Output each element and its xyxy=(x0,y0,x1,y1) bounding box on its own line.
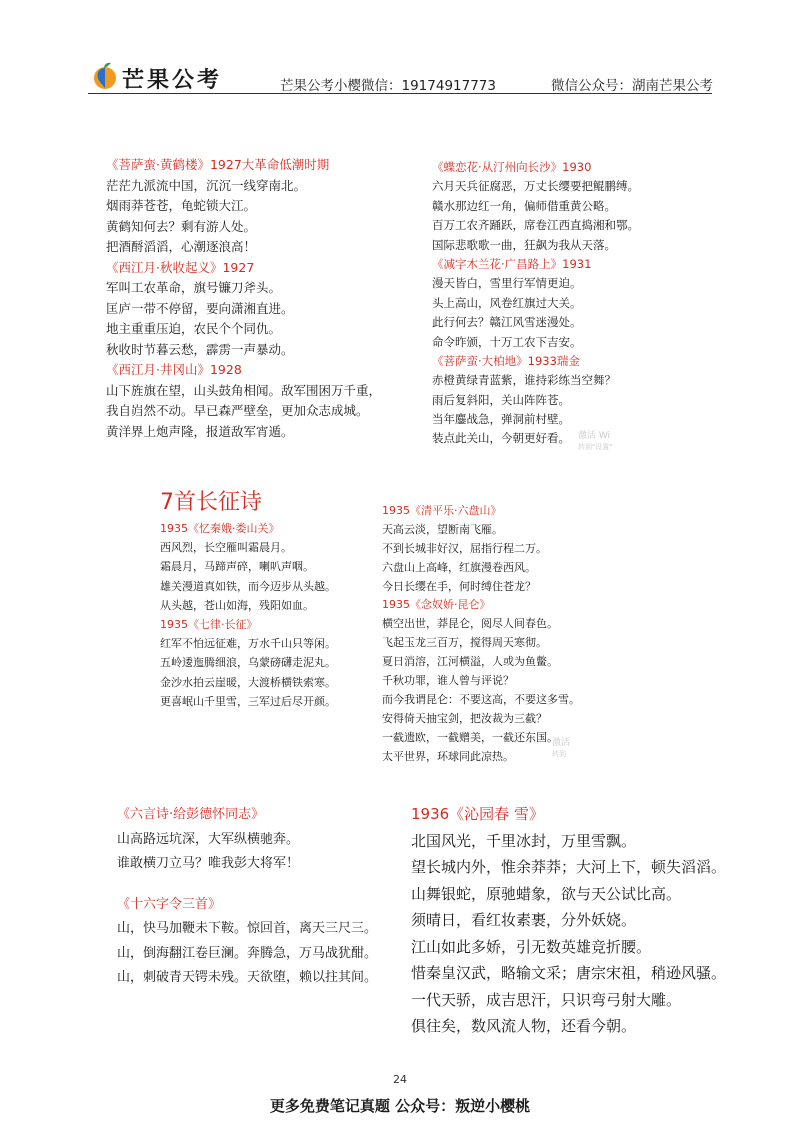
poem-line: 匡庐一带不停留，要向潇湘直进。 xyxy=(106,300,294,316)
poem-title: 1935《忆秦娥·娄山关》 xyxy=(160,522,280,535)
poem-line: 俱往矣，数风流人物，还看今朝。 xyxy=(411,1017,637,1035)
poem-title: 《菩萨蛮·黄鹤楼》1927大革命低潮时期 xyxy=(106,157,330,172)
poem-title: 《蝶恋花·从汀州向长沙》1930 xyxy=(432,160,592,174)
poem-line: 烟雨莽苍苍，龟蛇锁大江。 xyxy=(106,198,257,213)
poem-line: 不到长城非好汉，屈指行程二万。 xyxy=(382,541,547,555)
poem-line: 山，刺破青天锷未残。天欲堕，赖以拄其间。 xyxy=(117,970,378,985)
poem-line: 而今我谓昆仑：不要这高，不要这多雪。 xyxy=(382,692,580,706)
poem-line: 漫天皆白，雪里行军情更迫。 xyxy=(432,276,582,291)
section-heading: 7首长征诗 xyxy=(160,490,262,515)
poem-line: 安得倚天抽宝剑，把汝裁为三截？ xyxy=(382,711,547,725)
mango-logo-icon xyxy=(92,62,118,90)
poem-block-long-march-1 xyxy=(160,519,336,711)
poem-line: 雄关漫道真如铁，而今迈步从头越。 xyxy=(160,579,336,593)
poem-line: 六月天兵征腐恶，万丈长缨要把鲲鹏缚。 xyxy=(432,179,639,194)
official-account: 微信公众号：湖南芒果公考 xyxy=(551,78,713,94)
poem-line: 装点此关山，今朝更好看。 xyxy=(432,431,570,446)
poem-line: 更喜岷山千里雪，三军过后尽开颜。 xyxy=(160,694,336,708)
poem-block-peng-dehuai xyxy=(117,803,377,991)
poem-line: 命令昨颁，十万工农下吉安。 xyxy=(432,334,582,349)
poem-line: 雨后复斜阳，关山阵阵苍。 xyxy=(432,392,570,407)
watermark-line: 激活 Wi xyxy=(578,431,611,441)
poem-title: 1935《清平乐·六盘山》 xyxy=(382,504,502,517)
activation-watermark xyxy=(578,431,612,453)
poem-line: 五岭逶迤腾细浪，乌蒙磅礴走泥丸。 xyxy=(160,656,336,670)
poem-line: 百万工农齐踊跃，席卷江西直捣湘和鄂。 xyxy=(432,218,639,233)
poem-line: 千秋功罪，谁人曾与评说？ xyxy=(382,674,514,688)
poem-line: 惜秦皇汉武，略输文采；唐宗宋祖，稍逊风骚。 xyxy=(411,964,727,982)
poem-line: 一代天骄，成吉思汗，只识弯弓射大雕。 xyxy=(411,990,682,1009)
watermark-line: 激活 xyxy=(552,738,571,748)
poem-title: 1935《念奴娇·昆仑》 xyxy=(382,598,491,612)
poem-line: 黄洋界上炮声隆，报道敌军宵遁。 xyxy=(106,423,294,439)
poem-line: 山，倒海翻江卷巨澜。奔腾急，万马战犹酣。 xyxy=(117,945,378,961)
poem-line: 山舞银蛇，原驰蜡象，欲与天公试比高。 xyxy=(411,884,682,903)
poem-line: 当年鏖战急，弹洞前村壁。 xyxy=(432,412,570,427)
poem-line: 黄鹤知何去？剩有游人处。 xyxy=(106,218,257,234)
poem-block-long-march-2 xyxy=(382,502,580,766)
poem-title: 《六言诗·给彭德怀同志》 xyxy=(117,807,265,822)
footer-text: 更多免费笔记真题 公众号：叛逆小樱桃 xyxy=(269,1097,531,1115)
poem-title: 《西江月·井冈山》1928 xyxy=(106,362,242,377)
poem-line: 北国风光，千里冰封，万里雪飘。 xyxy=(411,831,637,850)
poem-title: 1935《七律·长征》 xyxy=(160,617,258,631)
poem-line: 一截遗欧，一截赠美，一截还东国。 xyxy=(382,730,558,744)
watermark-line: 转到 xyxy=(552,750,566,758)
poem-line: 头上高山，风卷红旗过大关。 xyxy=(432,295,582,310)
poem-line: 江山如此多娇，引无数英雄竞折腰。 xyxy=(411,937,652,956)
poem-line: 赤橙黄绿青蓝紫，谁持彩练当空舞？ xyxy=(432,373,616,388)
poem-title: 《十六字令三首》 xyxy=(117,896,222,912)
watermark-line: 转到"设置" xyxy=(578,443,613,451)
poem-line: 谁敢横刀立马？唯我彭大将军！ xyxy=(117,856,300,871)
poem-line: 从头越，苍山如海，残阳如血。 xyxy=(160,598,314,612)
poem-line: 金沙水拍云崖暖，大渡桥横铁索寒。 xyxy=(160,675,336,689)
poem-line: 今日长缨在手，何时缚住苍龙？ xyxy=(382,579,536,593)
poem-block-1927-1928 xyxy=(106,155,381,442)
poem-line: 飞起玉龙三百万，搅得周天寒彻。 xyxy=(382,636,547,650)
poem-title: 《减字木兰花·广昌路上》1931 xyxy=(432,256,592,271)
poem-line: 把酒酹滔滔，心潮逐浪高！ xyxy=(106,239,257,254)
poem-line: 西风烈，长空雁叫霜晨月。 xyxy=(160,541,292,555)
poem-line: 山下旌旗在望，山头鼓角相闻。敌军围困万千重， xyxy=(106,382,382,398)
header-divider xyxy=(88,93,712,94)
poem-line: 六盘山上高峰，红旗漫卷西风。 xyxy=(382,560,536,574)
poem-line: 太平世界，环球同此凉热。 xyxy=(382,749,514,763)
wechat-contact: 芒果公考小樱微信：19174917773 xyxy=(280,78,496,94)
poem-line: 国际悲歌歌一曲，狂飙为我从天落。 xyxy=(432,237,616,252)
poem-line: 秋收时节暮云愁，霹雳一声暴动。 xyxy=(106,341,294,357)
poem-line: 我自岿然不动。早已森严壁垒，更加众志成城。 xyxy=(106,403,369,418)
page-number: 24 xyxy=(393,1073,407,1086)
activation-watermark xyxy=(552,738,570,760)
poem-line: 山高路远坑深，大军纵横驰奔。 xyxy=(117,831,300,847)
poem-line: 茫茫九派流中国，沉沉一线穿南北。 xyxy=(106,177,307,193)
poem-line: 夏日消溶，江河横溢，人或为鱼鳖。 xyxy=(382,655,558,669)
poem-line: 望长城内外，惟余莽莽；大河上下，顿失滔滔。 xyxy=(411,858,727,876)
poem-line: 霜晨月，马蹄声碎，喇叭声咽。 xyxy=(160,560,314,574)
poem-line: 须晴日，看红妆素裹，分外妖娆。 xyxy=(411,911,637,929)
poem-line: 横空出世，莽昆仑，阅尽人间春色。 xyxy=(382,617,558,631)
poem-line: 此行何去？赣江风雪迷漫处。 xyxy=(432,315,582,330)
poem-title: 1936《沁园春 雪》 xyxy=(411,805,544,823)
poem-title: 《菩萨蛮·大柏地》1933瑞金 xyxy=(432,353,580,368)
poem-line: 红军不怕远征难，万水千山只等闲。 xyxy=(160,637,336,651)
spacer xyxy=(117,877,377,893)
poem-line: 地主重重压迫，农民个个同仇。 xyxy=(106,321,282,336)
poem-line: 天高云淡，望断南飞雁。 xyxy=(382,522,503,536)
poem-block-1930-1933 xyxy=(432,158,639,449)
poem-title: 《西江月·秋收起义》1927 xyxy=(106,259,255,275)
poem-line: 赣水那边红一角，偏师借重黄公略。 xyxy=(432,198,616,213)
poem-line: 军叫工农革命，旗号镰刀斧头。 xyxy=(106,280,282,295)
logo-text: 芒果公考 xyxy=(122,68,223,93)
poem-line: 山，快马加鞭未下鞍。惊回首，离天三尺三。 xyxy=(117,921,378,936)
poem-block-snow xyxy=(411,801,726,1040)
